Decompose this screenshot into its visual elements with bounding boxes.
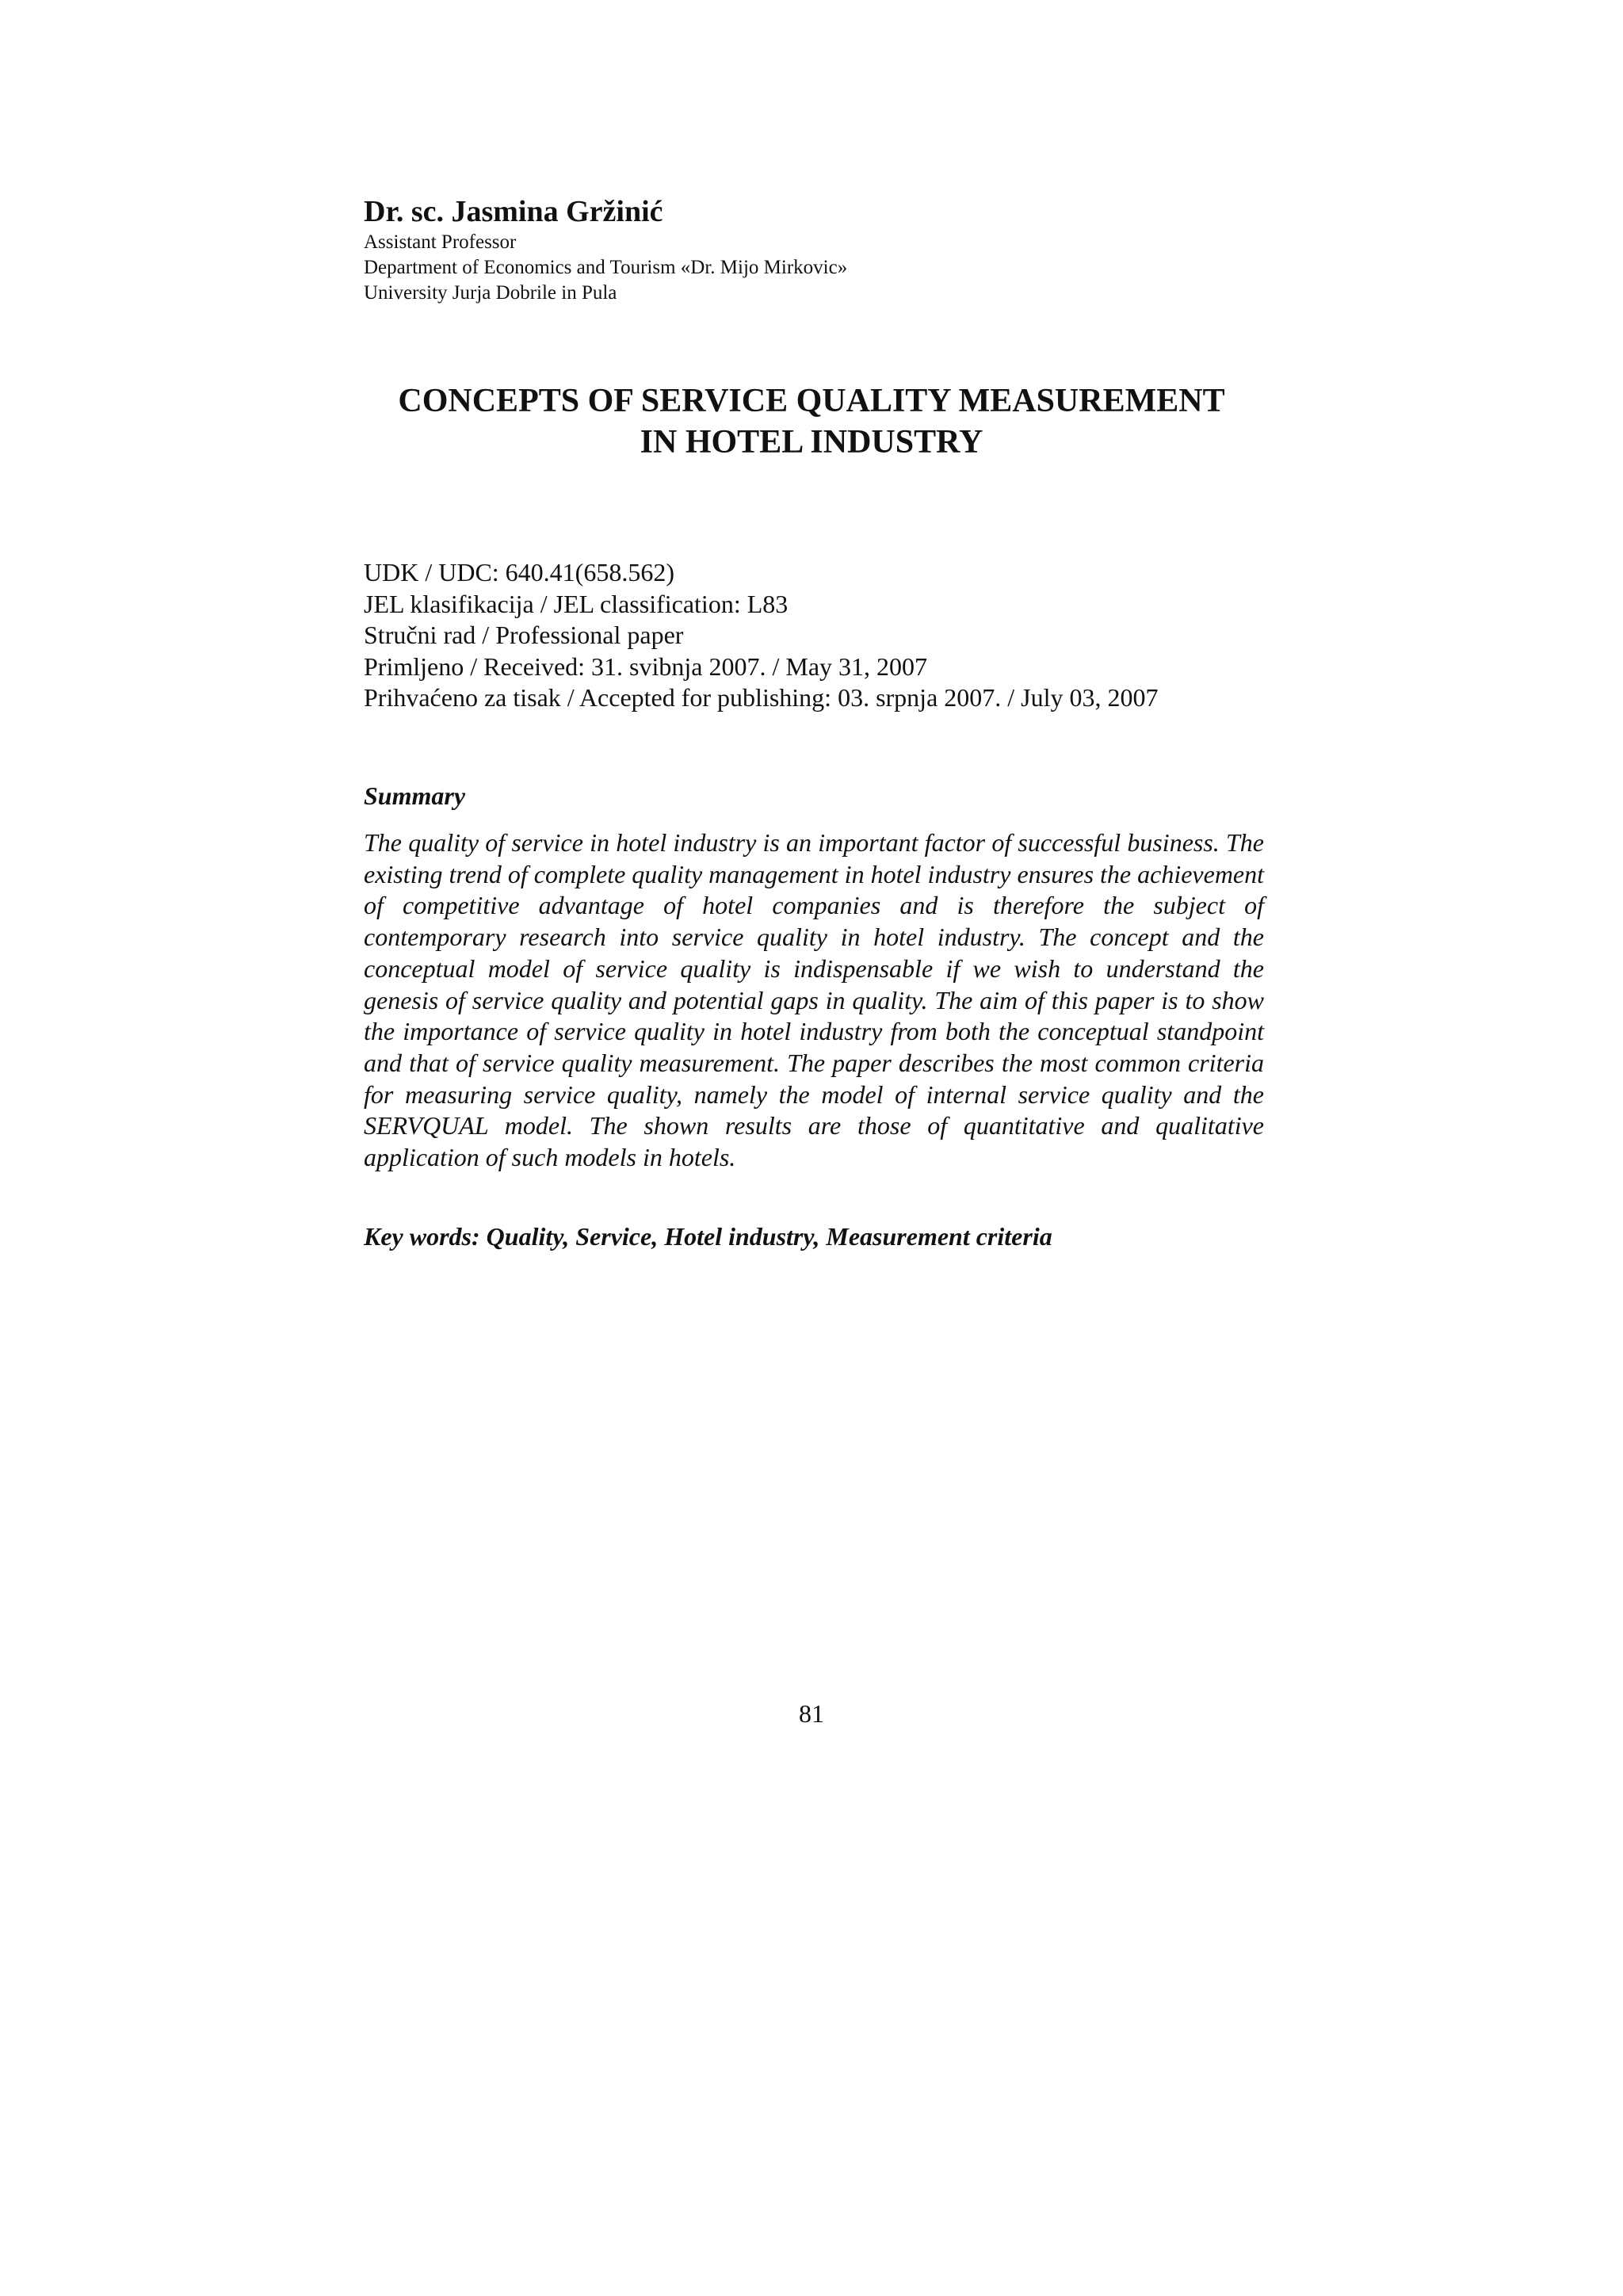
title-line-2: IN HOTEL INDUSTRY: [640, 424, 983, 460]
udc-line: UDK / UDC: 640.41(658.562): [364, 558, 674, 586]
summary-heading: Summary: [364, 781, 466, 810]
jel-line: JEL klasifikacija / JEL classification: L83: [364, 589, 789, 618]
title-line-1: CONCEPTS OF SERVICE QUALITY MEASUREMENT: [398, 383, 1225, 419]
author-university: University Jurja Dobrile in Pula: [364, 282, 617, 304]
paper-title: [364, 380, 1259, 463]
summary-text: The quality of service in hotel industry is an important factor of successful business. The existing trend of complete quality management in hotel industry ensures the achievement of competitive advantage of hotel companies and is therefore the subject of contemporary research into service quality in hotel industry. The concept and the conceptual model of service quality is indispensable if we wish to understand the genesis of service quality and potential gaps in quality. The aim of this paper is to show the importance of service quality in hotel industry from both the conceptual standpoint and that of service quality measurement. The paper describes the most common criteria for measuring service quality, namely the model of internal service quality and the SERVQUAL model. The shown results are those of quantitative and qualitative application of such models in hotels.: [364, 828, 1265, 1172]
page-number: 81: [799, 1699, 824, 1728]
author-position: Assistant Professor: [364, 231, 517, 253]
author-department: Department of Economics and Tourism «Dr. Mijo Mirkovic»: [364, 257, 848, 278]
author-block: [364, 193, 1315, 306]
accepted-line: Prihvaćeno za tisak / Accepted for publishing: 03. srpnja 2007. / July 03, 2007: [364, 683, 1159, 712]
keywords: Key words: Quality, Service, Hotel industry, Measurement criteria: [364, 1222, 1052, 1251]
paper-type-line: Stručni rad / Professional paper: [364, 621, 684, 649]
received-line: Primljeno / Received: 31. svibnja 2007. / May 31, 2007: [364, 651, 928, 681]
author-name: Dr. sc. Jasmina Gržinić: [364, 195, 663, 228]
classification-block: [364, 557, 1394, 714]
